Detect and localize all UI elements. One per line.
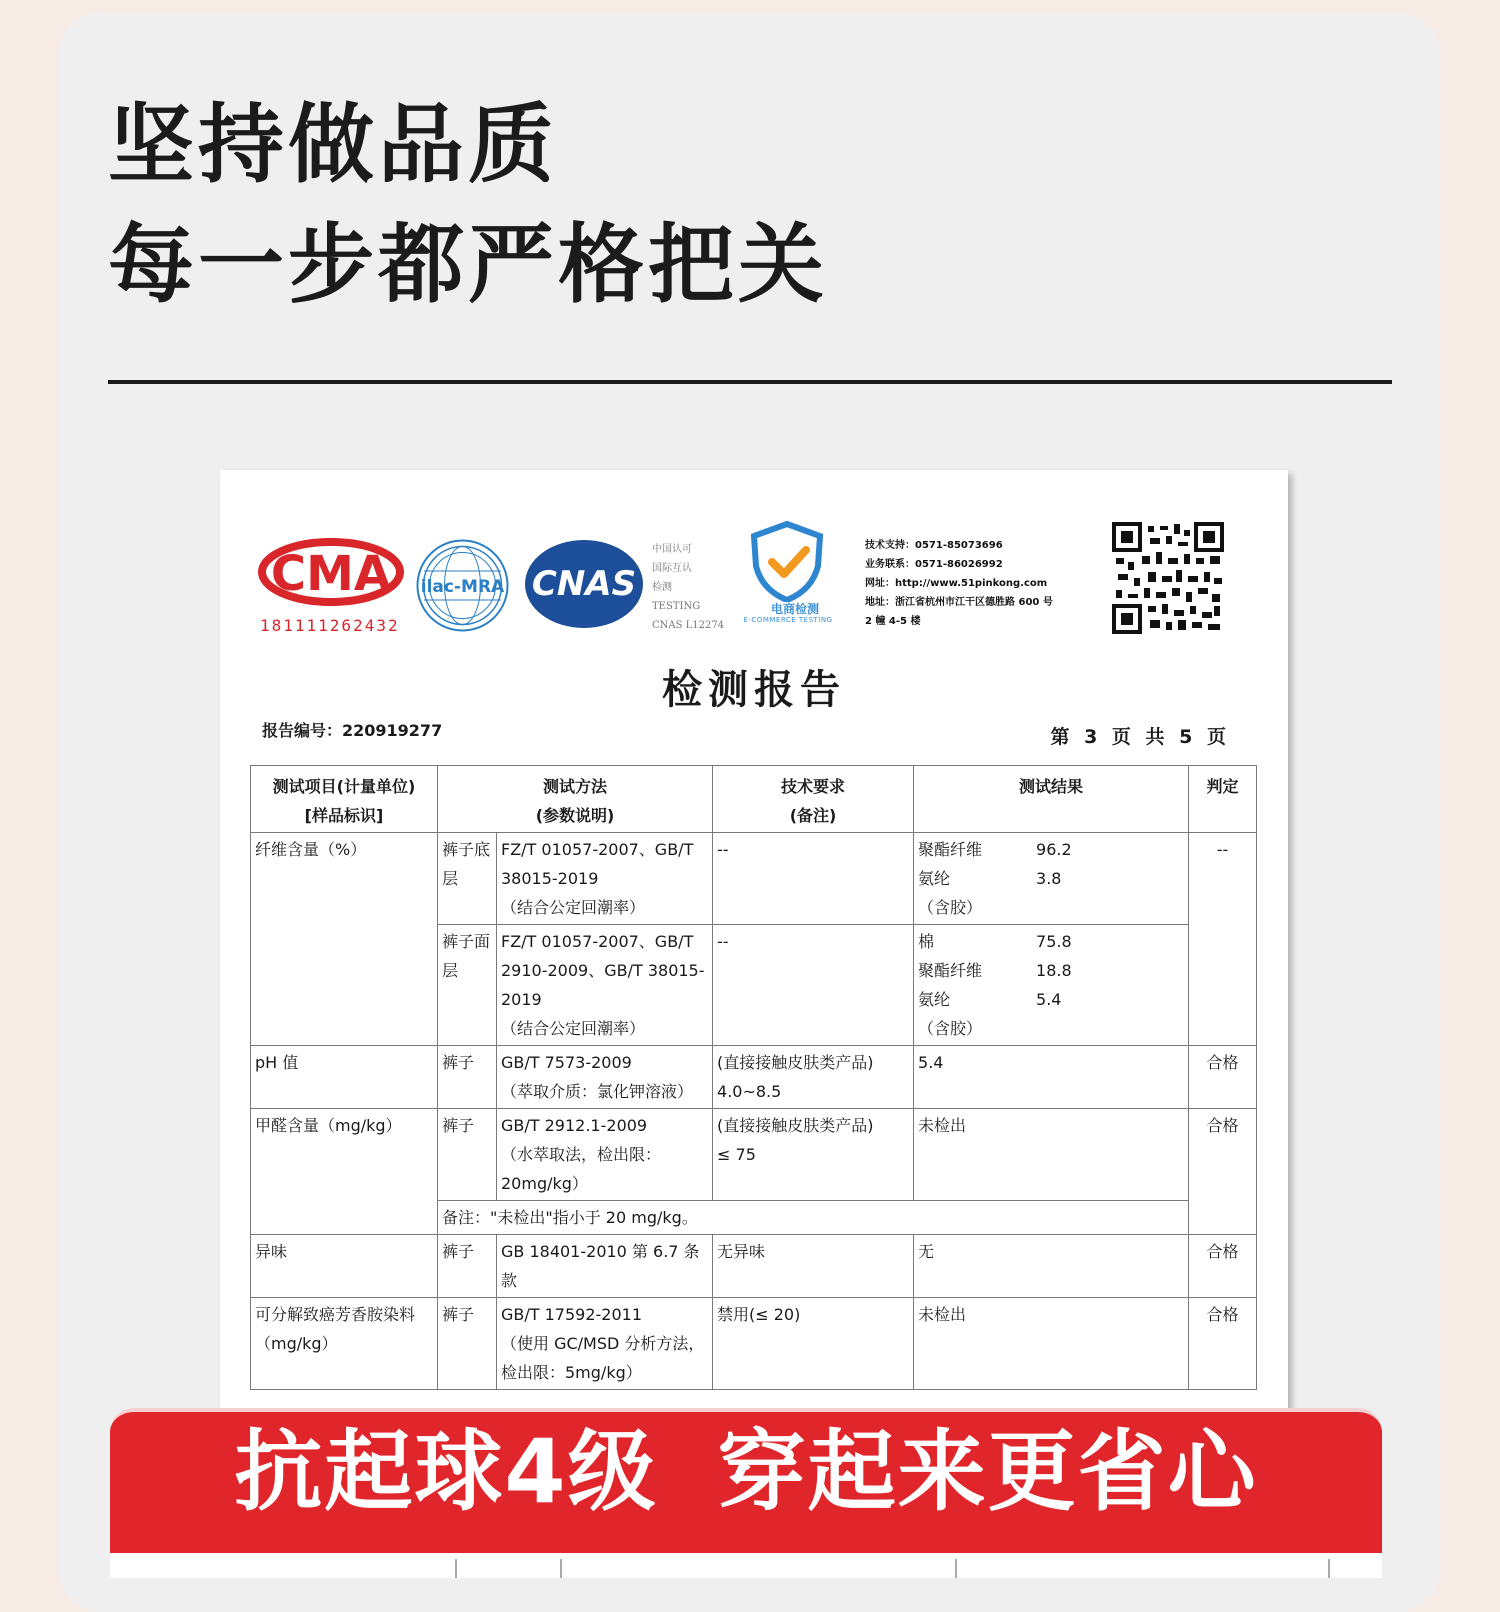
- cell-test-item: 甲醛含量（mg/kg）: [251, 1109, 438, 1235]
- cell-requirement: 禁用(≤ 20): [713, 1298, 914, 1390]
- test-results-table: [250, 765, 1257, 1390]
- cell-sample-part: 裤子: [438, 1109, 497, 1201]
- table-row: [251, 1046, 1257, 1109]
- table-edge-divider: [1328, 1559, 1330, 1578]
- cell-result: [914, 925, 1189, 1046]
- headline-line2: 每一步都严格把关: [108, 215, 828, 315]
- cnas-note-line: TESTING: [652, 601, 701, 612]
- pilling-grade-banner: [110, 1408, 1382, 1557]
- header-label: 判定: [1206, 777, 1239, 796]
- cma-logo: [256, 536, 406, 635]
- cell-remark: 备注："未检出"指小于 20 mg/kg。: [438, 1201, 1189, 1235]
- requirement-value: ≤ 75: [717, 1145, 756, 1164]
- result-note: （含胶）: [918, 1019, 983, 1038]
- table-row: [251, 1235, 1257, 1298]
- cell-requirement: [713, 1109, 914, 1201]
- cell-test-method: GB 18401-2010 第 6.7 条款: [497, 1235, 713, 1298]
- cnas-logo-icon: [523, 538, 645, 630]
- method-standard: GB/T 2912.1-2009: [501, 1116, 648, 1135]
- header-label: (备注): [789, 806, 837, 825]
- result-value: 5.4: [1036, 990, 1062, 1009]
- table-row: [251, 1109, 1257, 1201]
- cell-test-method: [497, 925, 713, 1046]
- report-page-info: 第 3 页 共 5 页: [1050, 726, 1230, 748]
- cell-test-method: [497, 1046, 713, 1109]
- report-number: 报告编号：220919277: [262, 721, 443, 740]
- cell-sample-part: 裤子: [438, 1235, 497, 1298]
- cell-result: [914, 833, 1189, 925]
- cell-sample-part: 裤子底层: [438, 833, 497, 925]
- method-standard: FZ/T 01057-2007、GB/T 2910-2009、GB/T 38015-2019: [501, 932, 705, 1009]
- contact-line: 地址：浙江省杭州市江干区德胜路 600 号: [865, 597, 1053, 608]
- cell-result: 5.4: [914, 1046, 1189, 1109]
- cell-test-method: [497, 833, 713, 925]
- cma-number: 181111262432: [260, 616, 400, 635]
- method-note: （结合公定回潮率）: [501, 898, 646, 917]
- cell-judgement: 合格: [1189, 1235, 1257, 1298]
- cell-requirement: 无异味: [713, 1235, 914, 1298]
- result-component: 聚酯纤维: [918, 961, 983, 980]
- header-label: 测试方法: [543, 777, 608, 796]
- method-note: （水萃取法，检出限：20mg/kg）: [501, 1145, 662, 1193]
- cell-test-item: 异味: [251, 1235, 438, 1298]
- cell-result: 未检出: [914, 1298, 1189, 1390]
- method-standard: GB/T 7573-2009: [501, 1053, 632, 1072]
- cell-judgement: 合格: [1189, 1046, 1257, 1109]
- cell-judgement: 合格: [1189, 1109, 1257, 1235]
- test-report-document: [220, 470, 1288, 1430]
- cell-judgement: 合格: [1189, 1298, 1257, 1390]
- header-test-method: [438, 766, 713, 833]
- report-title: 检测报告: [662, 666, 846, 713]
- table-header-row: [251, 766, 1257, 833]
- cnas-note-line: 中国认可: [652, 544, 692, 555]
- table-edge-divider: [955, 1559, 957, 1578]
- ilac-logo-text: ilac-MRA: [420, 577, 505, 597]
- header-label: 技术要求: [781, 777, 846, 796]
- header-label: 测试结果: [1019, 777, 1084, 796]
- cell-requirement: --: [713, 833, 914, 925]
- header-label: (参数说明): [535, 806, 615, 825]
- result-component: 棉: [918, 932, 935, 951]
- header-judgement: [1189, 766, 1257, 833]
- ecommerce-testing-shield-icon: [732, 520, 842, 602]
- table-row: [251, 1298, 1257, 1390]
- cnas-accreditation-note: [652, 540, 732, 635]
- cell-sample-part: 裤子: [438, 1046, 497, 1109]
- requirement-scope: (直接接触皮肤类产品): [717, 1116, 874, 1135]
- result-value: 3.8: [1036, 869, 1062, 888]
- cma-mark-icon: [256, 536, 406, 616]
- qr-code-icon: [1112, 522, 1224, 634]
- cell-requirement: --: [713, 925, 914, 1046]
- result-component: 聚酯纤维: [918, 840, 983, 859]
- result-component: 氨纶: [918, 869, 951, 888]
- cnas-logo-text: CNAS: [531, 564, 637, 604]
- cell-result: 无: [914, 1235, 1189, 1298]
- requirement-scope: (直接接触皮肤类产品): [717, 1053, 874, 1072]
- result-component: 氨纶: [918, 990, 951, 1009]
- banner-text: [110, 1420, 1382, 1523]
- ecommerce-testing-sublabel: E-COMMERCE TESTING: [743, 616, 833, 624]
- cell-test-method: [497, 1109, 713, 1201]
- method-standard: GB/T 17592-2011: [501, 1305, 643, 1324]
- method-standard: FZ/T 01057-2007、GB/T 38015-2019: [501, 840, 694, 888]
- result-value: 18.8: [1036, 961, 1072, 980]
- headline-divider: [108, 380, 1392, 384]
- cell-sample-part: 裤子面层: [438, 925, 497, 1046]
- header-label: 测试项目(计量单位): [272, 777, 416, 796]
- cell-test-item: pH 值: [251, 1046, 438, 1109]
- header-label: [样品标识]: [304, 806, 384, 825]
- lab-contact-info: [865, 536, 1105, 631]
- contact-line: 业务联系：0571-86026992: [865, 559, 1003, 570]
- cell-test-method: [497, 1298, 713, 1390]
- method-note: （萃取介质：氯化钾溶液）: [501, 1082, 694, 1101]
- cnas-note-line: CNAS L12274: [652, 620, 725, 631]
- table-edge-divider: [560, 1559, 562, 1578]
- cell-test-item: 可分解致癌芳香胺染料（mg/kg）: [251, 1298, 438, 1390]
- cnas-note-line: 检测: [652, 582, 672, 593]
- banner-text-part2: 穿起来更省心: [717, 1420, 1258, 1523]
- banner-bottom-strip: [110, 1553, 1382, 1578]
- banner-text-part1: 抗起球4级: [234, 1420, 658, 1523]
- ecommerce-testing-label: 电商检测: [770, 602, 819, 616]
- table-edge-divider: [455, 1559, 457, 1578]
- header-technical-requirement: [713, 766, 914, 833]
- cma-logo-text: CMA: [270, 546, 392, 602]
- requirement-value: 4.0~8.5: [717, 1082, 782, 1101]
- result-value: 96.2: [1036, 840, 1072, 859]
- contact-line: 技术支持：0571-85073696: [865, 540, 1003, 551]
- ilac-mra-logo-icon: [415, 538, 510, 633]
- result-value: 75.8: [1036, 932, 1072, 951]
- cell-result: 未检出: [914, 1109, 1189, 1201]
- contact-line: 网址：http://www.51pinkong.com: [865, 578, 1048, 589]
- table-row: [251, 833, 1257, 925]
- report-logo-strip: [220, 470, 1288, 650]
- method-note: （使用 GC/MSD 分析方法，检出限：5mg/kg）: [501, 1334, 705, 1382]
- headline-line1: 坚持做品质: [108, 95, 558, 195]
- cell-sample-part: 裤子: [438, 1298, 497, 1390]
- result-note: （含胶）: [918, 898, 983, 917]
- contact-line: 2 幢 4-5 楼: [865, 616, 921, 627]
- method-note: （结合公定回潮率）: [501, 1019, 646, 1038]
- header-test-item: [251, 766, 438, 833]
- cnas-note-line: 国际互认: [652, 563, 692, 574]
- header-test-result: [914, 766, 1189, 833]
- cell-test-item: 纤维含量（%）: [251, 833, 438, 1046]
- cell-requirement: [713, 1046, 914, 1109]
- cell-judgement: --: [1189, 833, 1257, 1046]
